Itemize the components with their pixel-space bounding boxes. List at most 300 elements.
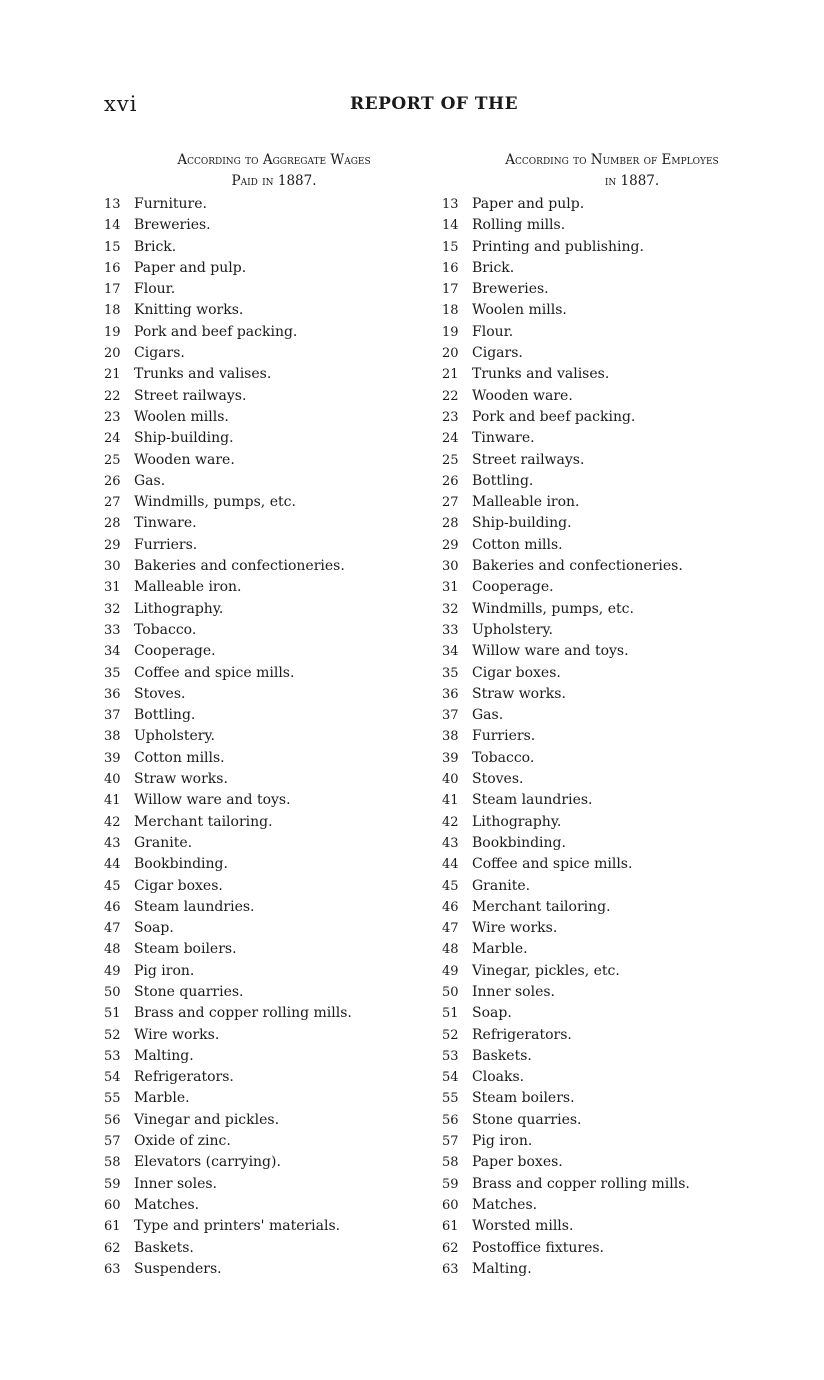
list-item [442,854,772,875]
rank-number: 52 [104,1027,121,1043]
industry-label: Refrigerators. [134,1069,234,1086]
rank-number: 48 [442,942,459,958]
list-item [104,322,424,343]
list-item [104,194,424,215]
industry-label: Vinegar and pickles. [134,1111,280,1128]
industry-label: Windmills, pumps, etc. [134,494,296,511]
industry-label: Willow ware and toys. [472,643,629,660]
rank-number: 18 [442,303,459,319]
list-item [442,407,772,428]
industry-label: Matches. [472,1196,538,1213]
rank-number: 37 [442,708,459,724]
industry-label: Pork and beef packing. [472,408,636,425]
rank-number: 36 [442,686,459,702]
list-item [104,513,424,534]
list-item [104,748,424,769]
list-item [442,705,772,726]
rank-number: 40 [442,772,459,788]
list-item [442,1259,772,1280]
list-item [442,535,772,556]
industry-label: Paper and pulp. [134,259,247,276]
industry-label: Breweries. [134,217,211,234]
industry-label: Furriers. [472,728,536,745]
rank-number: 62 [104,1240,121,1256]
list-item [442,577,772,598]
industry-label: Wire works. [134,1026,220,1043]
rank-number: 27 [442,495,459,511]
industry-label: Stone quarries. [472,1111,582,1128]
rank-number: 33 [442,622,459,638]
rank-number: 38 [104,729,121,745]
rank-number: 31 [104,580,121,596]
industry-label: Windmills, pumps, etc. [472,600,634,617]
rank-number: 35 [442,665,459,681]
industry-label: Bakeries and confectioneries. [134,558,345,575]
rank-number: 37 [104,708,121,724]
list-item [104,833,424,854]
column-heading [452,150,772,192]
industry-label: Tinware. [472,430,535,447]
list-item [104,237,424,258]
industry-label: Inner soles. [134,1175,218,1192]
industry-label: Printing and publishing. [472,238,644,255]
industry-label: Worsted mills. [472,1218,574,1235]
list-item [104,364,424,385]
list-item [442,1238,772,1259]
rank-number: 54 [442,1070,459,1086]
rank-number: 19 [104,324,121,340]
list-item [442,748,772,769]
column-number-of-employes [442,150,772,1280]
industry-label: Tobacco. [134,621,197,638]
industry-label: Granite. [472,877,531,894]
rank-number: 58 [442,1155,459,1171]
list-item [442,322,772,343]
list-item [442,556,772,577]
industry-label: Suspenders. [134,1260,222,1277]
list-item [442,1067,772,1088]
page-number: xvi [104,92,138,116]
rank-number: 43 [104,835,121,851]
industry-label: Wooden ware. [134,451,235,468]
rank-number: 20 [104,346,121,362]
list-item [104,386,424,407]
industry-label: Steam laundries. [134,898,255,915]
rank-number: 13 [104,197,121,212]
list-item [442,428,772,449]
industry-label: Brass and copper rolling mills. [472,1175,690,1192]
industry-label: Elevators (carrying). [134,1154,281,1171]
rank-number: 56 [104,1112,121,1128]
industry-label: Stone quarries. [134,983,244,1000]
industry-label: Marble. [134,1090,190,1107]
industry-label: Trunks and valises. [134,366,272,383]
industry-label: Cloaks. [472,1069,525,1086]
list-item [104,982,424,1003]
list-item [104,428,424,449]
list-item [442,450,772,471]
list-item [442,876,772,897]
rank-number: 17 [442,282,459,298]
rank-number: 53 [442,1048,459,1064]
list-item [104,450,424,471]
list-item [442,918,772,939]
industry-label: Cigar boxes. [472,664,561,681]
industry-label: Cigars. [472,345,523,362]
industry-label: Trunks and valises. [472,366,610,383]
rank-number: 50 [104,984,121,1000]
list-item [442,599,772,620]
list-item [442,982,772,1003]
rank-number: 55 [104,1091,121,1107]
rank-number: 14 [104,218,121,234]
industry-label: Malleable iron. [472,494,580,511]
industry-label: Upholstery. [134,728,215,745]
industry-label: Baskets. [134,1239,194,1256]
list-item [104,1046,424,1067]
list-item [104,343,424,364]
column-aggregate-wages [104,150,424,1280]
industry-label: Tobacco. [472,749,535,766]
list-item [104,705,424,726]
rank-number: 21 [442,367,459,383]
rank-number: 43 [442,835,459,851]
rank-number: 57 [442,1134,459,1150]
list-item [104,1259,424,1280]
industry-label: Breweries. [472,281,549,298]
list-item [104,577,424,598]
industry-label: Gas. [472,707,504,724]
list-item [104,876,424,897]
industry-label: Pork and beef packing. [134,323,298,340]
industry-label: Merchant tailoring. [472,898,611,915]
industry-label: Pig iron. [134,962,195,979]
rank-number: 25 [104,452,121,468]
industry-label: Soap. [134,920,174,937]
list-item [442,1088,772,1109]
industry-label: Cooperage. [472,579,554,596]
industry-label: Cigars. [134,345,185,362]
industry-label: Postoffice fixtures. [472,1239,605,1256]
rank-number: 39 [442,750,459,766]
list-item [104,258,424,279]
rank-number: 41 [104,793,121,809]
industry-label: Straw works. [134,771,228,788]
rank-number: 34 [104,644,121,660]
industry-label: Inner soles. [472,983,556,1000]
ranking-list [104,194,424,1280]
list-item [442,663,772,684]
industry-label: Merchant tailoring. [134,813,273,830]
list-item [104,1110,424,1131]
industry-label: Malting. [134,1047,194,1064]
industry-label: Pig iron. [472,1133,533,1150]
list-item [104,279,424,300]
list-item [104,1067,424,1088]
rank-number: 33 [104,622,121,638]
industry-label: Coffee and spice mills. [472,856,633,873]
rank-number: 57 [104,1134,121,1150]
rank-number: 44 [104,857,121,873]
industry-label: Street railways. [134,387,247,404]
rank-number: 32 [104,601,121,617]
rank-number: 61 [442,1219,459,1235]
list-item [104,1003,424,1024]
industry-label: Bakeries and confectioneries. [472,558,683,575]
industry-label: Woolen mills. [472,302,567,319]
industry-label: Straw works. [472,685,566,702]
rank-number: 59 [104,1176,121,1192]
list-item [442,939,772,960]
rank-number: 28 [104,516,121,532]
rank-number: 35 [104,665,121,681]
list-item [104,599,424,620]
rank-number: 28 [442,516,459,532]
rank-number: 41 [442,793,459,809]
industry-label: Granite. [134,834,193,851]
industry-label: Steam laundries. [472,792,593,809]
rank-number: 26 [104,473,121,489]
industry-label: Coffee and spice mills. [134,664,295,681]
rank-number: 40 [104,772,121,788]
list-item [442,258,772,279]
list-item [442,726,772,747]
rank-number: 30 [442,559,459,575]
list-item [442,641,772,662]
rank-number: 42 [104,814,121,830]
industry-label: Flour. [134,281,176,298]
list-item [104,726,424,747]
list-item [104,1238,424,1259]
rank-number: 22 [442,388,459,404]
list-item [104,812,424,833]
rank-number: 32 [442,601,459,617]
column-heading-line: Paid in 1887. [231,173,317,189]
industry-label: Steam boilers. [134,941,237,958]
industry-label: Oxide of zinc. [134,1133,231,1150]
list-item [442,1216,772,1237]
industry-label: Steam boilers. [472,1090,575,1107]
list-item [442,386,772,407]
rank-number: 17 [104,282,121,298]
column-heading-line: According to Number of Employes [505,152,719,168]
industry-label: Malting. [472,1260,532,1277]
rank-number: 13 [442,197,459,212]
list-item [104,1174,424,1195]
list-item [442,1195,772,1216]
industry-label: Cotton mills. [134,749,225,766]
list-item [442,1152,772,1173]
list-item [442,237,772,258]
list-item [442,215,772,236]
industry-label: Soap. [472,1005,512,1022]
industry-label: Furriers. [134,536,198,553]
industry-label: Wire works. [472,920,558,937]
rank-number: 29 [104,537,121,553]
list-item [104,897,424,918]
industry-label: Gas. [134,472,166,489]
list-item [104,1152,424,1173]
rank-number: 22 [104,388,121,404]
industry-label: Bookbinding. [134,856,228,873]
list-item [104,769,424,790]
list-item [442,1174,772,1195]
rank-number: 29 [442,537,459,553]
list-item [442,833,772,854]
list-item [442,300,772,321]
list-item [442,769,772,790]
column-heading-line: in 1887. [604,173,660,189]
rank-number: 51 [104,1006,121,1022]
industry-label: Wooden ware. [472,387,573,404]
list-item [442,279,772,300]
list-item [442,1003,772,1024]
industry-label: Tinware. [134,515,197,532]
rank-number: 42 [442,814,459,830]
list-item [442,471,772,492]
rank-number: 45 [442,878,459,894]
industry-label: Baskets. [472,1047,532,1064]
running-title: REPORT OF THE [350,94,519,114]
industry-label: Rolling mills. [472,217,566,234]
column-heading [114,150,434,192]
industry-label: Lithography. [472,813,562,830]
rank-number: 55 [442,1091,459,1107]
rank-number: 24 [104,431,121,447]
industry-label: Willow ware and toys. [134,792,291,809]
rank-number: 16 [104,260,121,276]
rank-number: 34 [442,644,459,660]
rank-number: 46 [442,899,459,915]
list-item [104,854,424,875]
industry-label: Furniture. [134,196,207,212]
list-item [442,343,772,364]
list-item [104,300,424,321]
industry-label: Ship-building. [134,430,234,447]
list-item [104,1195,424,1216]
rank-number: 59 [442,1176,459,1192]
rank-number: 52 [442,1027,459,1043]
list-item [104,407,424,428]
list-item [442,1046,772,1067]
industry-label: Bookbinding. [472,834,566,851]
rank-number: 39 [104,750,121,766]
column-heading-line: According to Aggregate Wages [177,152,371,168]
list-item [104,471,424,492]
list-item [442,1025,772,1046]
list-item [104,492,424,513]
industry-label: Knitting works. [134,302,244,319]
rank-number: 49 [104,963,121,979]
list-item [442,961,772,982]
list-item [442,897,772,918]
industry-label: Street railways. [472,451,585,468]
list-item [104,1088,424,1109]
list-item [442,620,772,641]
ranking-list [442,194,772,1280]
rank-number: 46 [104,899,121,915]
industry-label: Refrigerators. [472,1026,572,1043]
industry-label: Flour. [472,323,514,340]
rank-number: 50 [442,984,459,1000]
list-item [104,1025,424,1046]
rank-number: 58 [104,1155,121,1171]
rank-number: 21 [104,367,121,383]
industry-label: Malleable iron. [134,579,242,596]
industry-label: Marble. [472,941,528,958]
industry-label: Lithography. [134,600,224,617]
industry-label: Type and printers' materials. [134,1218,341,1235]
industry-label: Upholstery. [472,621,553,638]
rank-number: 24 [442,431,459,447]
list-item [442,492,772,513]
industry-label: Stoves. [134,685,186,702]
list-item [442,364,772,385]
list-item [104,663,424,684]
rank-number: 51 [442,1006,459,1022]
list-item [104,790,424,811]
list-item [442,790,772,811]
rank-number: 15 [104,239,121,255]
rank-number: 26 [442,473,459,489]
rank-number: 54 [104,1070,121,1086]
industry-label: Vinegar, pickles, etc. [472,962,620,979]
rank-number: 25 [442,452,459,468]
industry-label: Woolen mills. [134,408,229,425]
list-item [442,812,772,833]
rank-number: 49 [442,963,459,979]
list-item [104,918,424,939]
rank-number: 56 [442,1112,459,1128]
list-item [104,684,424,705]
rank-number: 23 [442,409,459,425]
rank-number: 19 [442,324,459,340]
industry-label: Brick. [472,259,515,276]
industry-label: Cooperage. [134,643,216,660]
rank-number: 36 [104,686,121,702]
industry-label: Matches. [134,1196,200,1213]
industry-label: Paper boxes. [472,1154,563,1171]
list-item [104,939,424,960]
rank-number: 30 [104,559,121,575]
rank-number: 20 [442,346,459,362]
list-item [104,556,424,577]
rank-number: 60 [104,1197,121,1213]
list-item [104,535,424,556]
list-item [442,684,772,705]
rank-number: 31 [442,580,459,596]
industry-label: Ship-building. [472,515,572,532]
list-item [442,194,772,215]
list-item [442,1131,772,1152]
industry-label: Stoves. [472,771,524,788]
rank-number: 27 [104,495,121,511]
rank-number: 62 [442,1240,459,1256]
rank-number: 47 [104,921,121,937]
rank-number: 48 [104,942,121,958]
industry-label: Cigar boxes. [134,877,223,894]
industry-label: Brass and copper rolling mills. [134,1005,352,1022]
rank-number: 38 [442,729,459,745]
rank-number: 47 [442,921,459,937]
rank-number: 16 [442,260,459,276]
list-item [104,215,424,236]
rank-number: 45 [104,878,121,894]
list-item [104,961,424,982]
industry-label: Bottling. [134,707,196,724]
rank-number: 15 [442,239,459,255]
industry-label: Bottling. [472,472,534,489]
